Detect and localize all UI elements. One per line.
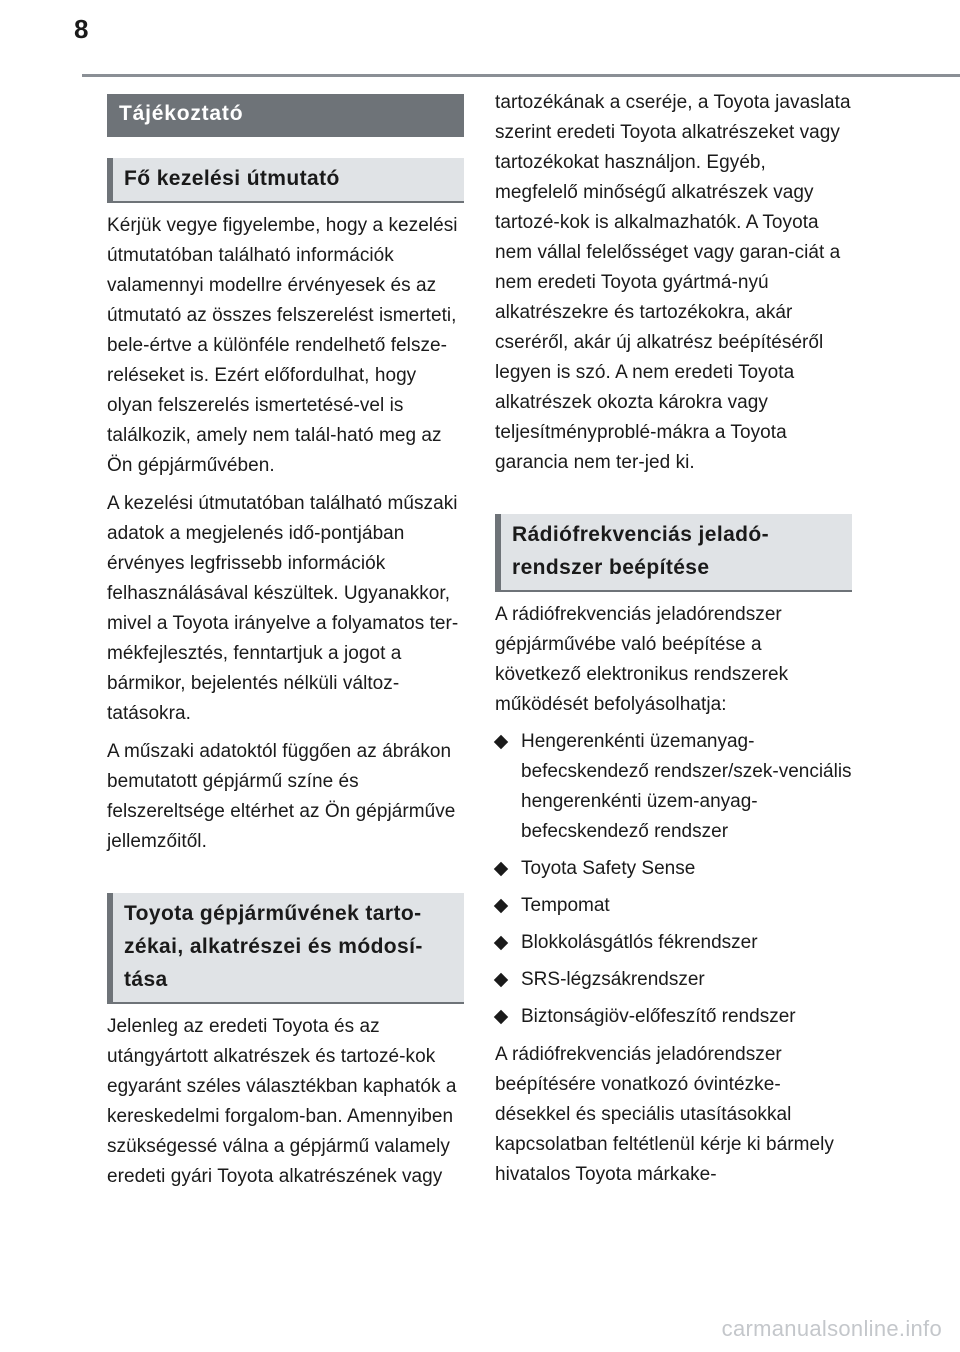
list-item-text: Toyota Safety Sense [521,858,696,879]
right-column [495,88,852,1190]
list-item-text: Blokkolásgátlós fékrendszer [521,932,758,953]
bullet-diamond-icon [494,1010,508,1024]
section-heading-main-manual: Fő kezelési útmutató [107,158,464,203]
list-item [495,854,852,884]
bullet-diamond-icon [494,862,508,876]
list-item-text: Tempomat [521,895,610,916]
affected-systems-list [495,727,852,1032]
body-paragraph: Jelenleg az eredeti Toyota és az utángyártott alkatrészek és tartozé-kok egyaránt széles választékban kaphatók a kereskedelmi forgalom-ban. Amennyiben szükségessé válna a gépjármű valamely eredeti gyári Toyota alkatrészének vagy [107,1016,457,1187]
body-paragraph: A rádiófrekvenciás jeladórendszer gépjárművébe való beépítése a következő elektronikus rendszerek működését befolyásolhatja: [495,604,789,715]
body-paragraph: A műszaki adatoktól függően az ábrákon bemutatott gépjármű színe és felszereltsége eltérhet az Ön gépjárműve jellemzőitől. [107,741,456,852]
body-paragraph: Kérjük vegye figyelembe, hogy a kezelési útmutatóban található információk valamennyi modellre érvényesek és az útmutató az összes felszerelést ismerteti, bele-értve a különféle rendelhető felsze-reléseket is. Ezért előfordulhat, hogy olyan felszerelés ismertetésé-vel is találkozik, amely nem talál-ható meg az Ön gépjárművében. [107,215,458,476]
list-item [495,891,852,921]
chapter-heading: Tájékoztató [107,94,464,137]
section-heading-rf-transmitter: Rádiófrekvenciás jeladó-rendszer beépítése [495,514,852,592]
list-item [495,965,852,995]
left-column [107,94,464,1192]
list-item [495,1002,852,1032]
body-paragraph: A kezelési útmutatóban található műszaki adatok a megjelenés idő-pontjában érvényes legfrissebb információk felhasználásával készültek. Ugyanakkor, mivel a Toyota irányelve a folyamatos ter-mékfejlesztés, fenntartjuk a jogot a bármikor, bejelentés nélküli változ-tatásokra. [107,493,459,724]
header-divider [82,74,960,77]
bullet-diamond-icon [494,936,508,950]
bullet-diamond-icon [494,735,508,749]
body-paragraph: A rádiófrekvenciás jeladórendszer beépítésére vonatkozó óvintézke-désekkel és speciális utasításokkal kapcsolatban feltétlenül kérje ki bármely hivatalos Toyota márkake- [495,1044,834,1185]
watermark: carmanualsonline.info [721,1316,942,1341]
bullet-diamond-icon [494,973,508,987]
list-item [495,928,852,958]
page-number: 8 [74,14,89,44]
section-heading-accessories: Toyota gépjárművének tarto-zékai, alkatrészei és módosí-tása [107,893,464,1004]
list-item-text: Hengerenkénti üzemanyag-befecskendező rendszer/szek-venciális hengerenkénti üzem-anyag-befecskendező rendszer [521,731,852,842]
body-paragraph: tartozékának a cseréje, a Toyota javaslata szerint eredeti Toyota alkatrészeket vagy tartozékokat használjon. Egyéb, megfelelő minőségű alkatrészek vagy tartozé-kok is alkalmazhatók. A Toyota nem vállal felelősséget vagy garan-ciát a nem eredeti Toyota gyártmá-nyú alkatrészekre és tartozékokra, akár cseréről, akár új alkatrész beépítéséről legyen is szó. A nem eredeti Toyota alkatrészek okozta károkra vagy teljesítményproblé-mákra a Toyota garancia nem ter-jed ki. [495,92,851,473]
list-item [495,727,852,847]
list-item-text: SRS-légzsákrendszer [521,969,705,990]
list-item-text: Biztonságiöv-előfeszítő rendszer [521,1006,796,1027]
bullet-diamond-icon [494,899,508,913]
